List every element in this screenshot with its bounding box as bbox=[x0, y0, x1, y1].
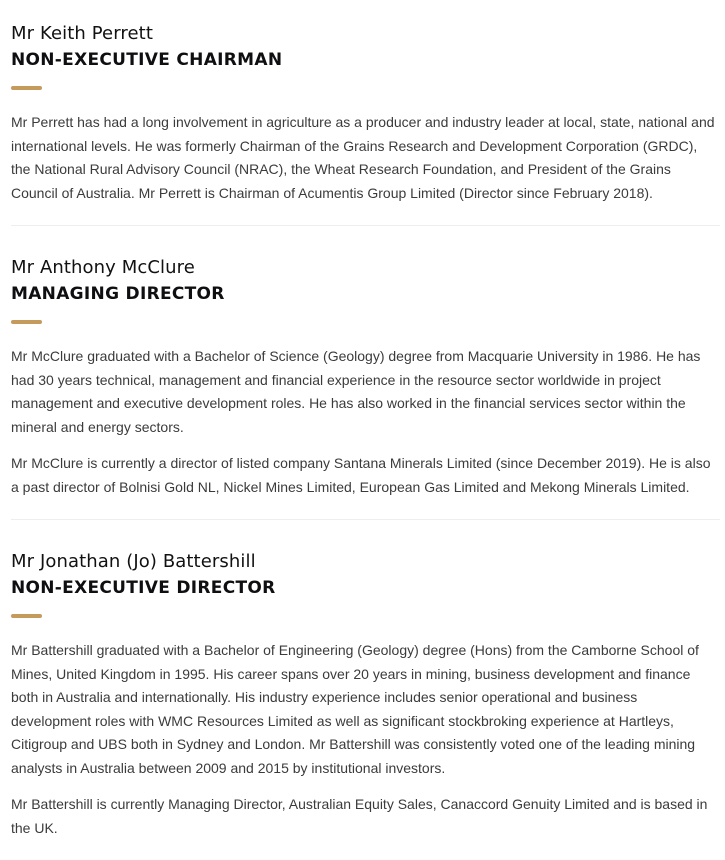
board-members-list bbox=[11, 22, 720, 860]
member-role: NON-EXECUTIVE DIRECTOR bbox=[11, 578, 276, 598]
bio-paragraph: Mr McClure graduated with a Bachelor of Science (Geology) degree from Macquarie University in 1986. He has had 30 years technical, management and financial experience in the resource sector worldwide in project management and executive development roles. He has also worked in the financial services sector within the mineral and energy sectors. bbox=[11, 348, 701, 435]
member-role: MANAGING DIRECTOR bbox=[11, 284, 225, 304]
bio-paragraph: Mr McClure is currently a director of listed company Santana Minerals Limited (since December 2019). He is also a past director of Bolnisi Gold NL, Nickel Mines Limited, European Gas Limited and Mekong Minerals Limited. bbox=[11, 455, 711, 495]
board-member-keith-perrett bbox=[11, 22, 720, 226]
member-bio bbox=[11, 111, 720, 205]
accent-divider bbox=[11, 320, 42, 324]
board-member-jonathan-battershill bbox=[11, 550, 720, 860]
accent-divider bbox=[11, 86, 42, 90]
bio-paragraph: Mr Battershill graduated with a Bachelor of Engineering (Geology) degree (Hons) from the Camborne School of Mines, United Kingdom in 1995. His career spans over 20 years in mining, business development and finance both in Australia and internationally. His industry experience includes senior operational and business development roles with WMC Resources Limited as well as significant stockbroking experience at Hartleys, Citigroup and UBS both in Sydney and London. Mr Battershill was consistently voted one of the leading mining analysts in Australia between 2009 and 2015 by institutional investors. bbox=[11, 642, 699, 776]
bio-paragraph: Mr Perrett has had a long involvement in agriculture as a producer and industry leader at local, state, national and international levels. He was formerly Chairman of the Grains Research and Development Corporation (GRDC), the National Rural Advisory Council (NRAC), the Wheat Research Foundation, and President of the Grains Council of Australia. Mr Perrett is Chairman of Acumentis Group Limited (Director since February 2018). bbox=[11, 114, 715, 201]
member-bio bbox=[11, 639, 720, 840]
bio-paragraph: Mr Battershill is currently Managing Director, Australian Equity Sales, Canaccord Genuity Limited and is based in the UK. bbox=[11, 796, 708, 836]
member-name: Mr Jonathan (Jo) Battershill bbox=[11, 551, 256, 572]
member-role: NON-EXECUTIVE CHAIRMAN bbox=[11, 50, 283, 70]
board-member-anthony-mcclure bbox=[11, 256, 720, 520]
member-bio bbox=[11, 345, 720, 499]
member-name: Mr Keith Perrett bbox=[11, 23, 153, 44]
accent-divider bbox=[11, 614, 42, 618]
member-name: Mr Anthony McClure bbox=[11, 257, 195, 278]
